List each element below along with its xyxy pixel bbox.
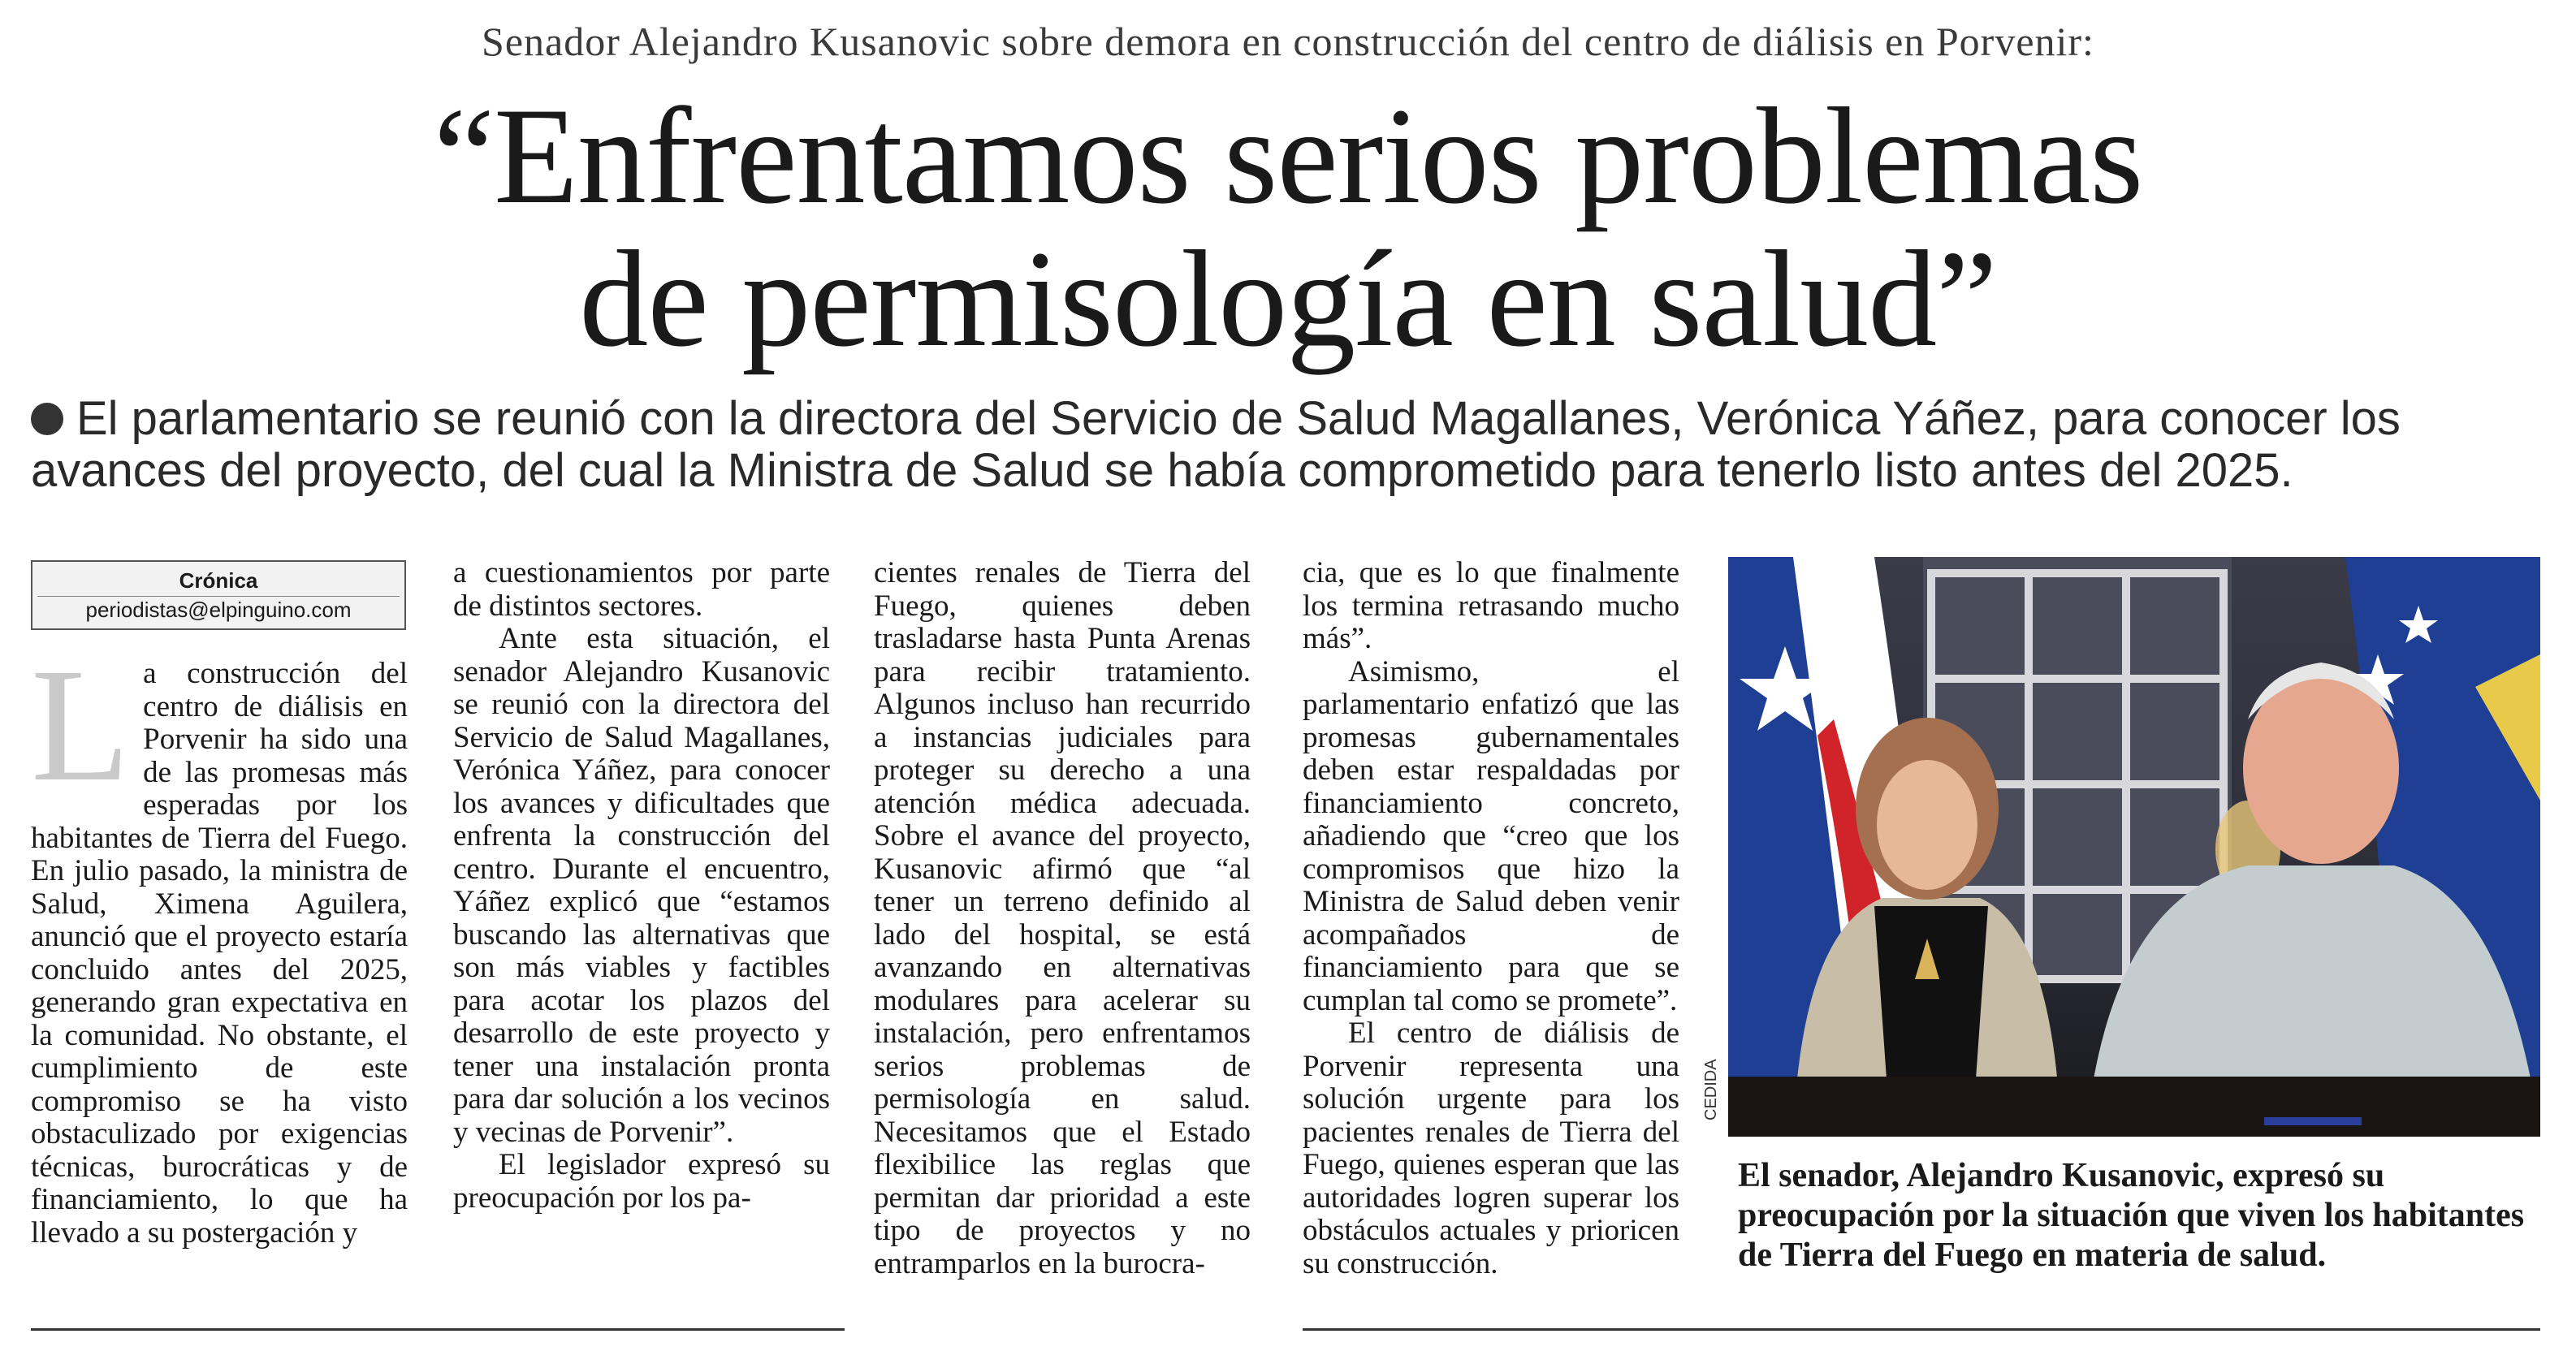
bottom-rule-right <box>1303 1328 2540 1331</box>
body-paragraph: a construcción del centro de diálisis en Porvenir ha sido una de las promesas más esperadas por los habitantes de Tierra del Fuego. En julio pasado, la ministra de Salud, Ximena Aguilera, anunció que el proyecto estaría concluido antes del 2025, generando gran expectativa en la comunidad. No obstante, el cumplimiento de este compromiso se ha visto obstaculizado por exigencias técnicas, burocráticas y de financiamiento, lo que ha llevado a su postergación y <box>31 657 408 1250</box>
bullet-icon <box>31 403 63 435</box>
headline-line-2: de permisología en salud” <box>579 222 1997 375</box>
photo-illustration <box>1728 557 2540 1137</box>
body-paragraph: El centro de diálisis de Porvenir representa una solución urgente para los pacientes renales de Tierra del Fuego, quienes esperan que las autoridades logren superar los obstáculos actuales y prioricen su construcción. <box>1303 1016 1679 1280</box>
lead-text: El parlamentario se reunió con la directora del Servicio de Salud Magallanes, Verónica Yáñez, para conocer los avances del proyecto, del cual la Ministra de Salud se había comprometido para tenerlo listo antes del 2025. <box>31 392 2401 497</box>
photo-caption: El senador, Alejandro Kusanovic, expresó su preocupación por la situación que viven los habitantes de Tierra del Fuego en materia de salud. <box>1738 1157 2525 1274</box>
article-headline <box>0 80 2576 375</box>
photo-credit: CEDIDA <box>1702 1059 1720 1120</box>
bottom-rule-left <box>31 1328 845 1331</box>
headline-line-1: “Enfrentamos serios problemas <box>433 80 2143 232</box>
author-email: periodistas@elpinguino.com <box>37 596 400 623</box>
drop-cap: L <box>31 636 131 815</box>
body-paragraph: El legislador expresó su preocupación por los pa- <box>453 1148 830 1215</box>
body-paragraph: a cuestionamientos por parte de distintos sectores. <box>453 556 830 623</box>
body-paragraph: cia, que es lo que finalmente los termina retrasando mucho más”. <box>1303 556 1679 655</box>
body-column-1 <box>31 636 408 1250</box>
body-paragraph: Ante esta situación, el senador Alejandro Kusanovic se reunió con la directora del Servicio de Salud Magallanes, Verónica Yáñez, para conocer los avances y dificultades que enfrenta la construcción del centro. Durante el encuentro, Yáñez explicó que “estamos buscando las alternativas que son más viables y factibles para acotar los plazos del desarrollo de este proyecto y tener una instalación pronta para dar solución a los vecinos y vecinas de Porvenir”. <box>453 622 830 1149</box>
byline-box <box>31 560 406 630</box>
body-column-2 <box>453 557 830 1215</box>
body-paragraph: cientes renales de Tierra del Fuego, quienes deben trasladarse hasta Punta Arenas para recibir tratamiento. Algunos incluso han recurrido a instancias judiciales para proteger su derecho a una atención médica adecuada. Sobre el avance del proyecto, Kusanovic afirmó que “al tener un terreno definido al lado del hospital, se está avanzando en alternativas modulares para acelerar su instalación, pero enfrentamos serios problemas de permisología en salud. Necesitamos que el Estado flexibilice las reglas que permitan dar prioridad a este tipo de proyectos y no entramparlos en la burocra- <box>874 556 1251 1280</box>
body-column-3 <box>874 557 1251 1280</box>
section-label: Crónica <box>179 568 258 593</box>
article-lead <box>31 393 2548 497</box>
article-kicker: Senador Alejandro Kusanovic sobre demora en construcción del centro de diálisis en Porvenir: <box>482 19 2094 64</box>
body-column-4 <box>1303 557 1679 1280</box>
article-photo <box>1728 557 2540 1137</box>
body-paragraph: Asimismo, el parlamentario enfatizó que las promesas gubernamentales deben estar respaldadas por financiamiento concreto, añadiendo que “creo que los compromisos que hizo la Ministra de Salud deben venir acompañados de financiamiento para que se cumplan tal como se promete”. <box>1303 654 1679 1017</box>
